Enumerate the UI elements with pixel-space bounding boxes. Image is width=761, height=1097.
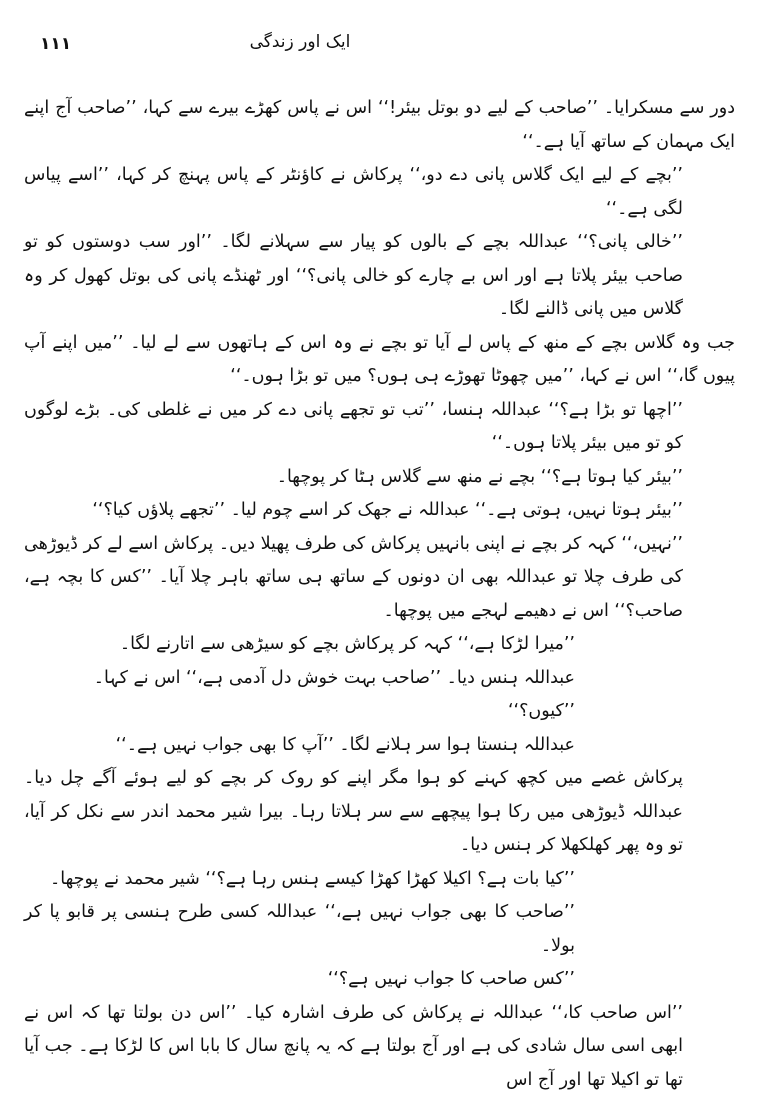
paragraph: ’’بچے کے لیے ایک گلاس پانی دے دو،‘‘ پرکاش نے کاؤنٹر کے پاس پہنچ کر کہا، ’’اسے پیاس لگی ہے۔‘‘ (24, 159, 735, 226)
paragraph: ’’نہیں،‘‘ کہہ کر بچے نے اپنی بانہیں پرکاش کی طرف پھیلا دیں۔ پرکاش اسے لے کر ڈیوڑھی کی طرف چلا تو عبداللہ بھی ان دونوں کے ساتھ ہی ساتھ باہر چلا آیا۔ ’’کس کا بچہ ہے، صاحب؟‘‘ اس نے دھیمے لہجے میں پوچھا۔ (24, 528, 735, 629)
paragraph: عبداللہ ہنستا ہوا سر ہلانے لگا۔ ’’آپ کا بھی جواب نہیں ہے۔‘‘ (24, 729, 735, 763)
paragraph: پرکاش غصے میں کچھ کہنے کو ہوا مگر اپنے کو روک کر بچے کو لیے ہوئے آگے چل دیا۔ عبداللہ ڈیوڑھی میں رکا ہوا پیچھے سے سر ہلاتا رہا۔ بیرا شیر محمد اندر سے نکل کر آیا، تو وہ پھر کھلکھلا کر ہنس دیا۔ (24, 762, 735, 863)
paragraph: دور سے مسکرایا۔ ’’صاحب کے لیے دو بوتل بیئر!‘‘ اس نے پاس کھڑے بیرے سے کہا، ’’صاحب آج اپنے ایک مہمان کے ساتھ آیا ہے۔‘‘ (24, 92, 735, 159)
page-header (40, 32, 721, 62)
paragraph: ’’کیوں؟‘‘ (24, 695, 735, 729)
paragraph: ’’بیئر کیا ہوتا ہے؟‘‘ بچے نے منھ سے گلاس ہٹا کر پوچھا۔ (24, 461, 735, 495)
paragraph: ’’کیا بات ہے؟ اکیلا کھڑا کھڑا کیسے ہنس رہا ہے؟‘‘ شیر محمد نے پوچھا۔ (24, 863, 735, 897)
paragraph: ’’اس صاحب کا،‘‘ عبداللہ نے پرکاش کی طرف اشارہ کیا۔ ’’اس دن بولتا تھا کہ اس نے ابھی اسی سال شادی کی ہے اور آج بولتا ہے کہ یہ پانچ سال کا بابا اس کا لڑکا ہے۔ جب آیا تھا تو اکیلا تھا اور آج اس (24, 997, 735, 1097)
paragraph: ’’اچھا تو بڑا ہے؟‘‘ عبداللہ ہنسا، ’’تب تو تجھے پانی دے کر میں نے غلطی کی۔ بڑے لوگوں کو تو میں بیئر پلاتا ہوں۔‘‘ (24, 394, 735, 461)
paragraph: ’’کس صاحب کا جواب نہیں ہے؟‘‘ (24, 963, 735, 997)
running-title: ایک اور زندگی (240, 32, 360, 52)
paragraph: ’’بیئر ہوتا نہیں، ہوتی ہے۔‘‘ عبداللہ نے جھک کر اسے چوم لیا۔ ’’تجھے پلاؤں کیا؟‘‘ (24, 494, 735, 528)
page-number: ۱۱۱ (40, 34, 71, 54)
paragraph: عبداللہ ہنس دیا۔ ’’صاحب بہت خوش دل آدمی ہے،‘‘ اس نے کہا۔ (24, 662, 735, 696)
paragraph: جب وہ گلاس بچے کے منھ کے پاس لے آیا تو بچے نے وہ اس کے ہاتھوں سے لے لیا۔ ’’میں اپنے آپ پیوں گا،‘‘ اس نے کہا، ’’میں چھوٹا تھوڑے ہی ہوں؟ میں تو بڑا ہوں۔‘‘ (24, 327, 735, 394)
paragraph: ’’صاحب کا بھی جواب نہیں ہے،‘‘ عبداللہ کسی طرح ہنسی پر قابو پا کر بولا۔ (24, 896, 735, 963)
paragraph: ’’میرا لڑکا ہے،‘‘ کہہ کر پرکاش بچے کو سیڑھی سے اتارنے لگا۔ (24, 628, 735, 662)
body-text (24, 92, 735, 1097)
paragraph: ’’خالی پانی؟‘‘ عبداللہ بچے کے بالوں کو پیار سے سہلانے لگا۔ ’’اور سب دوستوں کو تو صاحب بیئر پلاتا ہے اور اس بے چارے کو خالی پانی؟‘‘ اور ٹھنڈے پانی کی بوتل کھول کر وہ گلاس میں پانی ڈالنے لگا۔ (24, 226, 735, 327)
